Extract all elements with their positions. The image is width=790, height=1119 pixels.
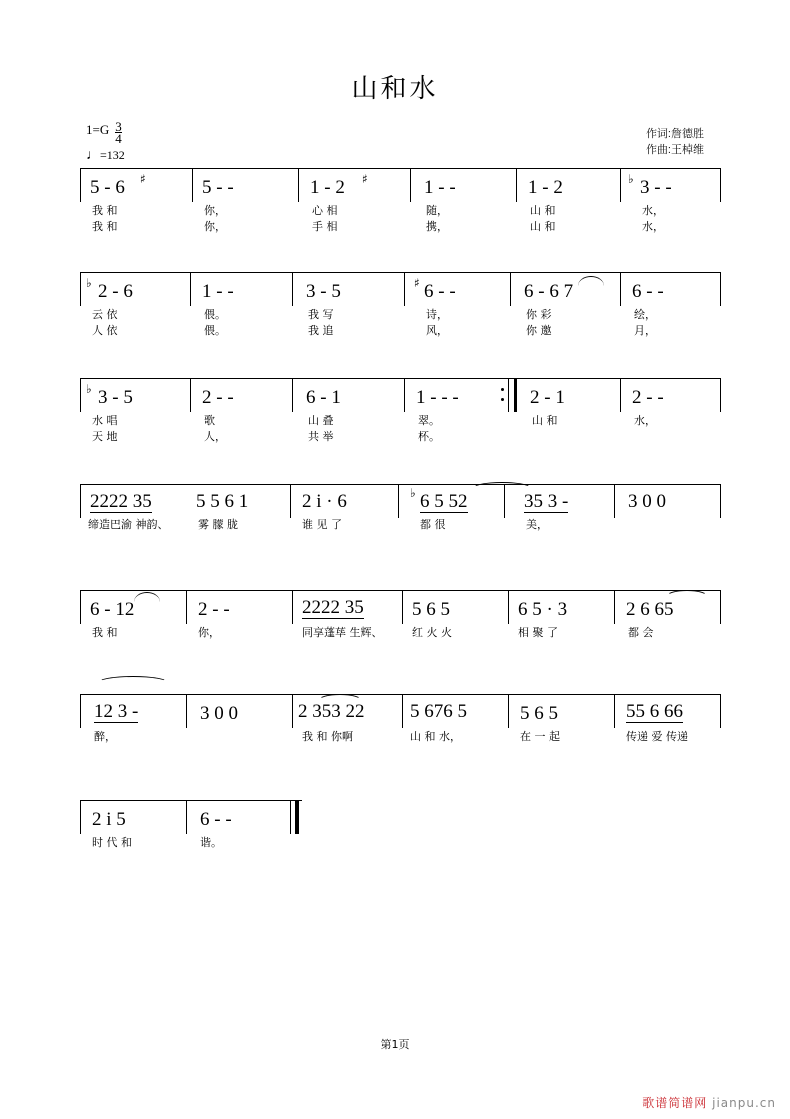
barline xyxy=(190,378,191,412)
barline xyxy=(292,694,293,728)
key-and-meter-block xyxy=(86,119,125,164)
barline xyxy=(80,484,81,518)
barline xyxy=(290,484,291,518)
note-group: 2 - - xyxy=(632,387,664,408)
staff-line xyxy=(80,272,720,273)
lyric-verse1: 水， xyxy=(642,204,664,217)
barline xyxy=(614,694,615,728)
lyric-verse1: 美， xyxy=(526,518,548,531)
lyric-verse1: 绘， xyxy=(634,308,656,321)
barline xyxy=(292,272,293,306)
lyric-verse2: 人 依 xyxy=(92,324,118,337)
site-watermark xyxy=(642,1094,776,1111)
note-group: 3 - 5 xyxy=(98,387,133,408)
barline xyxy=(508,694,509,728)
note-group: 5 676 5 xyxy=(410,701,467,722)
lyric-verse1: 都 很 xyxy=(420,518,446,531)
lyric-verse2: 共 举 xyxy=(308,430,334,443)
lyric-verse1: 时 代 和 xyxy=(92,836,132,849)
lyric-verse1: 心 相 xyxy=(312,204,338,217)
note-group: 5 - 6 xyxy=(90,177,125,198)
lyric-verse1: 谐。 xyxy=(200,836,222,849)
accidental-sharp: ♯ xyxy=(414,276,420,290)
barline xyxy=(404,378,405,412)
barline xyxy=(620,168,621,202)
note-group: 5 - - xyxy=(202,177,234,198)
lyric-verse1: 传递 爱 传递 xyxy=(626,730,688,743)
watermark-grey: jianpu.cn xyxy=(712,1096,776,1110)
lyric-verse2: 你， xyxy=(204,220,226,233)
note-group: 2 - 1 xyxy=(530,387,565,408)
barline xyxy=(508,590,509,624)
lyricist-credit: 作词:詹德胜 xyxy=(645,128,704,140)
note-group: 5 6 5 xyxy=(520,703,558,724)
lyric-verse1: 都 会 xyxy=(628,626,654,639)
staff-line xyxy=(80,800,302,801)
barline xyxy=(516,168,517,202)
note-group: 3 - 5 xyxy=(306,281,341,302)
note-group: 2222 35 xyxy=(90,491,152,512)
accidental-sharp: ♯ xyxy=(140,172,146,186)
lyric-verse2: 山 和 xyxy=(530,220,556,233)
lyric-verse1: 诗， xyxy=(426,308,448,321)
note-group: 6 - - xyxy=(424,281,456,302)
lyric-verse1: 醉， xyxy=(94,730,116,743)
lyric-verse2: 月， xyxy=(634,324,656,337)
note-group: 6 5 52 xyxy=(420,491,468,512)
note-group: 6 5 · 3 xyxy=(518,599,568,620)
barline xyxy=(402,694,403,728)
barline xyxy=(620,272,621,306)
lyric-verse2: 手 相 xyxy=(312,220,338,233)
barline xyxy=(720,484,721,518)
barline xyxy=(192,168,193,202)
lyric-verse1: 我 和 xyxy=(92,626,118,639)
barline xyxy=(80,800,81,834)
lyric-verse1: 歌 xyxy=(204,414,215,427)
staff-line xyxy=(80,484,720,485)
note-group: 2222 35 xyxy=(302,597,364,618)
lyric-verse1: 山 和 xyxy=(530,204,556,217)
barline xyxy=(720,272,721,306)
note-group: 3 0 0 xyxy=(628,491,666,512)
lyric-verse2: 水， xyxy=(642,220,664,233)
barline xyxy=(80,168,81,202)
staff-line xyxy=(80,168,720,169)
repeat-barline xyxy=(508,378,520,412)
tempo-marking: ♩=132 xyxy=(86,148,125,163)
note-group: 3 - - xyxy=(640,177,672,198)
barline xyxy=(186,694,187,728)
barline xyxy=(402,590,403,624)
note-group: 6 - - xyxy=(200,809,232,830)
accidental-flat: ♭ xyxy=(86,382,92,396)
staff-line xyxy=(80,378,720,379)
lyric-verse1: 水， xyxy=(634,414,656,427)
note-group: 12 3 - xyxy=(94,701,139,722)
lyric-verse1: 水 唱 xyxy=(92,414,118,427)
lyric-verse1: 在 一 起 xyxy=(520,730,560,743)
note-group: 6 - 1 xyxy=(306,387,341,408)
lyric-verse2: 偎。 xyxy=(204,324,226,337)
staff-line xyxy=(80,694,720,695)
note-group: 2 - - xyxy=(198,599,230,620)
lyric-verse1: 红 火 火 xyxy=(412,626,452,639)
watermark-red: 歌谱简谱网 xyxy=(642,1096,708,1110)
note-group: 2 6 65 xyxy=(626,599,674,620)
barline xyxy=(720,378,721,412)
barline xyxy=(80,272,81,306)
lyric-verse1: 云 依 xyxy=(92,308,118,321)
lyric-verse1: 你， xyxy=(204,204,226,217)
credits xyxy=(646,126,704,158)
barline xyxy=(510,272,511,306)
barline xyxy=(398,484,399,518)
lyric-verse1: 我 和 xyxy=(92,204,118,217)
note-group: 6 - 6 7 xyxy=(524,281,574,302)
lyric-verse1: 同享蓬荜 生辉、 xyxy=(302,626,383,639)
barline xyxy=(720,694,721,728)
lyric-verse2: 携， xyxy=(426,220,448,233)
note-group: 2 353 22 xyxy=(298,701,365,722)
barline xyxy=(298,168,299,202)
quarter-note-icon: ♩ xyxy=(86,148,100,163)
lyric-verse1: 你 彩 xyxy=(526,308,552,321)
note-group: 5 6 5 xyxy=(412,599,450,620)
page-title: 山和水 xyxy=(351,74,439,104)
lyric-verse1: 你， xyxy=(198,626,220,639)
lyric-verse1: 雾 朦 胧 xyxy=(198,518,238,531)
lyric-verse1: 偎。 xyxy=(204,308,226,321)
slur-mark xyxy=(472,482,532,495)
accidental-flat: ♭ xyxy=(410,486,416,500)
note-group: 3 0 0 xyxy=(200,703,238,724)
note-group: 6 - - xyxy=(632,281,664,302)
barline xyxy=(186,800,187,834)
lyric-verse2: 我 追 xyxy=(308,324,334,337)
lyric-verse1: 相 聚 了 xyxy=(518,626,558,639)
barline xyxy=(80,590,81,624)
note-group: 1 - 2 xyxy=(528,177,563,198)
lyric-verse1: 翠。 xyxy=(418,414,440,427)
lyric-verse1: 山 和 水， xyxy=(410,730,461,743)
barline xyxy=(292,378,293,412)
accidental-flat: ♭ xyxy=(86,276,92,290)
note-group: 55 6 66 xyxy=(626,701,683,722)
composer-credit: 作曲:王棹维 xyxy=(645,144,704,156)
note-group: 1 - 2 xyxy=(310,177,345,198)
lyric-verse2: 杯。 xyxy=(418,430,440,443)
note-group: 1 - - xyxy=(424,177,456,198)
staff-line xyxy=(80,590,720,591)
barline xyxy=(80,694,81,728)
note-group: 35 3 - xyxy=(524,491,569,512)
final-barline xyxy=(290,800,302,834)
lyric-verse2: 人， xyxy=(204,430,226,443)
page-number: 第1页 xyxy=(380,1038,410,1051)
note-group: 6 - 12 xyxy=(90,599,135,620)
barline xyxy=(190,272,191,306)
note-group: 2 - - xyxy=(202,387,234,408)
lyric-verse1: 我 写 xyxy=(308,308,334,321)
barline xyxy=(620,378,621,412)
lyric-verse1: 我 和 你啊 xyxy=(302,730,353,743)
barline xyxy=(292,590,293,624)
slur-mark xyxy=(98,676,168,689)
lyric-verse1: 缔造巴渝 神韵、 xyxy=(88,518,169,531)
barline xyxy=(80,378,81,412)
time-signature: $\frac{3}{4}$ xyxy=(115,119,122,146)
lyric-verse1: 随， xyxy=(426,204,448,217)
lyric-verse1: 谁 见 了 xyxy=(302,518,342,531)
barline xyxy=(720,590,721,624)
accidental-sharp: ♯ xyxy=(362,172,368,186)
barline xyxy=(186,590,187,624)
lyric-verse2: 你 邀 xyxy=(526,324,552,337)
tie-mark xyxy=(134,592,160,602)
note-group: 1 - - xyxy=(202,281,234,302)
barline xyxy=(410,168,411,202)
note-group: 5 5 6 1 xyxy=(196,491,249,512)
note-group: 2 i 5 xyxy=(92,809,126,830)
key-signature: 1=G xyxy=(86,122,110,137)
note-group: 1 - - - xyxy=(416,387,459,408)
accidental-flat: ♭ xyxy=(628,172,634,186)
lyric-verse2: 我 和 xyxy=(92,220,118,233)
tie-mark xyxy=(578,276,604,286)
barline xyxy=(614,484,615,518)
barline xyxy=(720,168,721,202)
lyric-verse2: 天 地 xyxy=(92,430,118,443)
lyric-verse1: 山 叠 xyxy=(308,414,334,427)
note-group: 2 i · 6 xyxy=(302,491,347,512)
note-group: 2 - 6 xyxy=(98,281,133,302)
barline xyxy=(614,590,615,624)
lyric-verse2: 风， xyxy=(426,324,448,337)
barline xyxy=(404,272,405,306)
lyric-verse1: 山 和 xyxy=(532,414,558,427)
